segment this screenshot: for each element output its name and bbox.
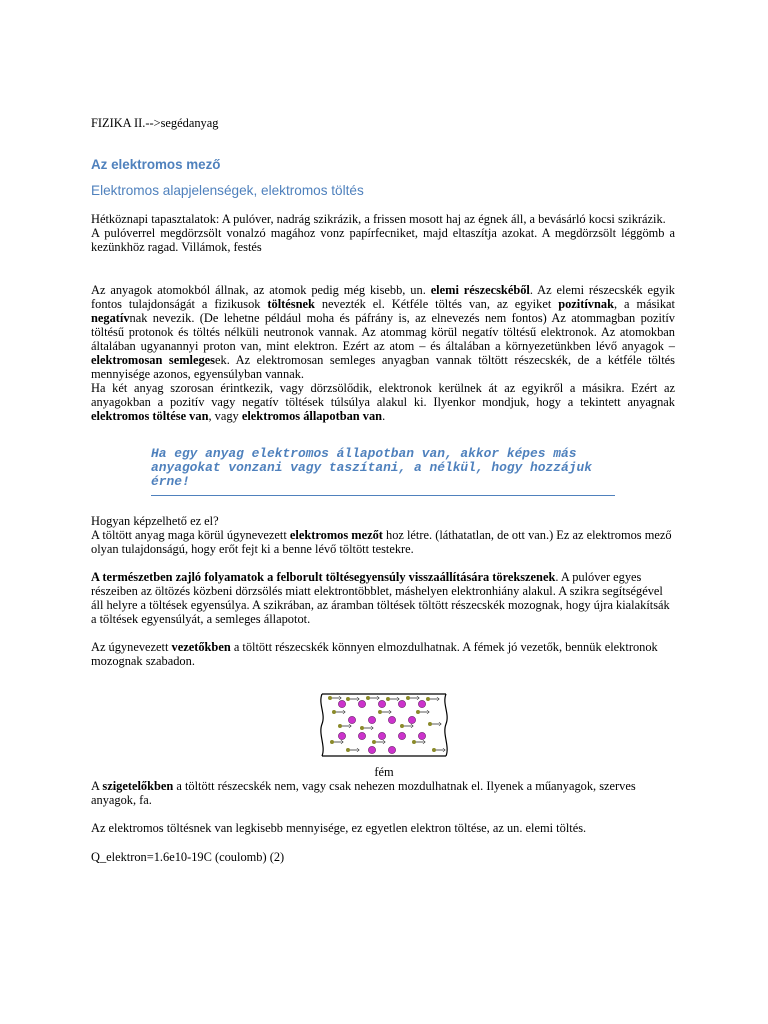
ion-particle: [388, 716, 395, 723]
bold-term: elemi részecskéből: [430, 283, 530, 297]
electron-arrowhead: [437, 697, 439, 700]
paragraph-nature-processes: [91, 570, 675, 626]
paragraph-text: [91, 283, 675, 381]
paragraph-text: [91, 528, 675, 556]
text: Az úgynevezett: [91, 640, 172, 654]
text: . A pulóver egyes részeiben az öltözés közbeni dörzsölés miatt elektrontöbblet, máshelyen elektronhiány alakul. A szikra segítségével áll helyre a töltések egyensúlya. A szikrában, az áramban töltések töltött részecskék mozognak, hogy újra kialakítsák a töltések egyensúlyát, a semleges állapotot.: [91, 570, 670, 626]
ion-particle: [388, 746, 395, 753]
paragraph-insulators: [91, 779, 675, 807]
question-line: Hogyan képzelhető ez el?: [91, 514, 219, 528]
bold-term: vezetőkben: [171, 640, 231, 654]
bold-term: elektromos állapotban van: [241, 409, 383, 423]
document-header: FIZIKA II.-->segédanyag: [91, 116, 219, 130]
electron-particle: [428, 722, 432, 726]
bold-term: pozitívnak: [558, 297, 614, 311]
bold-term: elektromos mezőt: [289, 528, 383, 542]
paragraph-everyday-experience: [91, 212, 675, 254]
ion-particle: [408, 716, 415, 723]
paragraph-electric-field: [91, 514, 675, 556]
ion-particle: [418, 700, 425, 707]
electron-particle: [372, 740, 376, 744]
electron-arrowhead: [397, 697, 399, 700]
ion-particle: [368, 746, 375, 753]
paragraph-line: Hétköznapi tapasztalatok: A pulóver, nadrág szikrázik, a frissen mosott haj az égnek áll, a bevásárló kocsi szikrázik.: [91, 212, 666, 226]
text: nak nevezik. (De lehetne például moha és páfrány is, az elnevezés nem fontos) Az atommagban pozitív töltésű protonok és töltés nélküli neutronok vannak. Az atommag körül negatív töltésű elektronok. Az atomokban általában ugyanannyi proton van, mint elektron. Ezért az atom – és általában a környezetünkben lévő anyagok –: [91, 311, 675, 353]
electron-particle: [346, 697, 350, 701]
paragraph-elementary-charge: Az elektromos töltésnek van legkisebb mennyisége, ez egyetlen elektron töltése, az un. elemi töltés.: [91, 821, 587, 835]
text: Az anyagok atomokból állnak, az atomok pedig még kisebb, un.: [91, 283, 431, 297]
electron-arrowhead: [383, 740, 385, 743]
paragraph-conductors: [91, 640, 675, 668]
particles-group: [328, 696, 445, 754]
electron-arrowhead: [423, 740, 425, 743]
text: ek. Az elektromosan semleges anyagban vannak töltött részecskék, de a kétféle töltés mennyisége azonos, egyensúlyban vannak.: [91, 353, 675, 381]
electron-arrowhead: [443, 748, 445, 751]
text: A töltött anyag maga körül úgynevezett: [91, 528, 290, 542]
electron-particle: [426, 697, 430, 701]
electron-arrowhead: [357, 748, 359, 751]
electron-arrowhead: [439, 722, 441, 725]
electron-particle: [328, 696, 332, 700]
metal-diagram-svg: [318, 690, 452, 760]
bold-term: negatív: [91, 311, 130, 325]
electron-arrowhead: [371, 726, 373, 729]
ion-particle: [378, 732, 385, 739]
bold-term: elektromosan semleges: [91, 353, 215, 367]
electron-particle: [412, 740, 416, 744]
ion-particle: [398, 700, 405, 707]
ion-particle: [398, 732, 405, 739]
electron-particle: [332, 710, 336, 714]
ion-particle: [418, 732, 425, 739]
metal-diagram: [318, 690, 452, 765]
metal-right-edge: [445, 694, 447, 756]
electron-arrowhead: [349, 724, 351, 727]
bold-term: töltésnek: [267, 297, 315, 311]
text: nevezték el. Kétféle töltés van, az egyiket: [314, 297, 559, 311]
electron-particle: [360, 726, 364, 730]
text: . Az elemi részecskék egyik fontos tulajdonságát a fizikusok: [91, 283, 675, 311]
text: A: [91, 779, 103, 793]
electron-particle: [366, 696, 370, 700]
metal-left-edge: [321, 694, 323, 756]
electron-arrowhead: [427, 710, 429, 713]
ion-particle: [368, 716, 375, 723]
paragraph-atoms: [91, 283, 675, 423]
text: a töltött részecskék könnyen elmozdulhatnak. A fémek jó vezetők, bennük elektronok mozognak szabadon.: [91, 640, 658, 668]
formula-electron-charge: Q_elektron=1.6e10-19C (coulomb) (2): [91, 850, 285, 864]
ion-particle: [358, 700, 365, 707]
electron-arrowhead: [389, 710, 391, 713]
ion-particle: [348, 716, 355, 723]
text: hoz létre. (láthatatlan, de ott van.) Ez az elektromos mező olyan tulajdonságú, hogy erőt fejt ki a benne lévő töltött testekre.: [91, 528, 672, 556]
electron-particle: [330, 740, 334, 744]
electron-arrowhead: [411, 724, 413, 727]
electron-particle: [378, 710, 382, 714]
bold-term: szigetelőkben: [102, 779, 174, 793]
electron-particle: [346, 748, 350, 752]
bold-term: elektromos töltése van: [91, 409, 209, 423]
highlighted-quote: Ha egy anyag elektromos állapotban van, akkor képes más anyagokat vonzani vagy taszítani, a nélkül, hogy hozzájuk érne!: [151, 447, 615, 496]
electron-arrowhead: [377, 696, 379, 699]
electron-arrowhead: [417, 696, 419, 699]
text: , vagy: [208, 409, 242, 423]
electron-particle: [386, 697, 390, 701]
bold-term: A természetben zajló folyamatok a felborult töltésegyensúly visszaállítására törekszenek: [91, 570, 556, 584]
electron-particle: [400, 724, 404, 728]
electron-particle: [338, 724, 342, 728]
electron-arrowhead: [341, 740, 343, 743]
electron-particle: [406, 696, 410, 700]
electron-arrowhead: [357, 697, 359, 700]
electron-arrowhead: [339, 696, 341, 699]
paragraph-line: A pulóverrel megdörzsölt vonalzó magához vonz papírfecniket, majd eltaszítja azokat. A megdörzsölt léggömb a kezünkhöz ragad. Villámok, festés: [91, 226, 675, 254]
section-title: Az elektromos mező: [91, 157, 221, 172]
text: , a másikat: [613, 297, 675, 311]
figure-caption: fém: [374, 765, 394, 779]
section-subtitle: Elektromos alapjelenségek, elektromos töltés: [91, 183, 364, 198]
paragraph-text: [91, 381, 675, 423]
text: Ha két anyag szorosan érintkezik, vagy dörzsölődik, elektronok kerülnek át az egyikről a másikra. Ezért az anyagokban a pozitív vagy negatív töltések túlsúlya alakul ki. Ilyenkor mondjuk, hogy a tekintett anyagnak: [91, 381, 675, 409]
ion-particle: [378, 700, 385, 707]
text: .: [382, 409, 386, 423]
ion-particle: [338, 700, 345, 707]
electron-particle: [416, 710, 420, 714]
electron-arrowhead: [343, 710, 345, 713]
ion-particle: [358, 732, 365, 739]
text: a töltött részecskék nem, vagy csak nehezen mozdulhatnak el. Ilyenek a műanyagok, szerves anyagok, fa.: [91, 779, 636, 807]
ion-particle: [338, 732, 345, 739]
electron-particle: [432, 748, 436, 752]
